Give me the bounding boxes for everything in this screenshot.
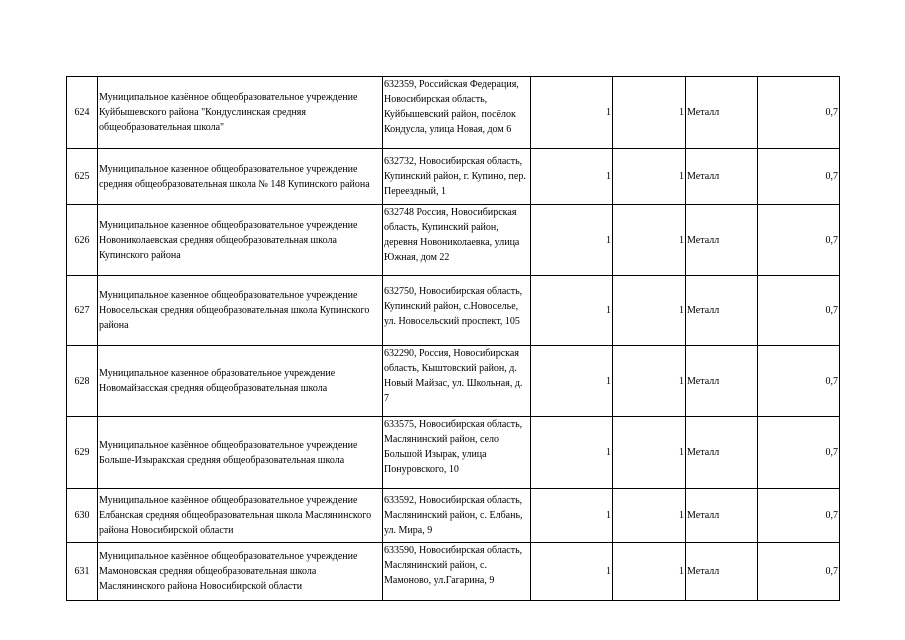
quantity-1: 1: [531, 346, 613, 417]
table-row: [67, 543, 840, 601]
row-number: 625: [67, 149, 98, 205]
institution-name: Муниципальное казённое общеобразовательное учреждение Куйбышевского района "Кондуслинская средняя общеобразовательная школа": [98, 77, 383, 149]
value: 0,7: [758, 77, 840, 149]
quantity-1: 1: [531, 77, 613, 149]
quantity-1: 1: [531, 276, 613, 346]
material: Металл: [686, 276, 758, 346]
institution-address: [383, 276, 531, 346]
quantity-2: 1: [613, 543, 686, 601]
quantity-2: 1: [613, 489, 686, 543]
quantity-2: 1: [613, 276, 686, 346]
institution-name: Муниципальное казенное общеобразовательное учреждение Новосельская средняя общеобразовательная школа Купинского района: [98, 276, 383, 346]
institution-address: [383, 346, 531, 417]
address-text: 633575, Новосибирская область, Маслянинский район, село Большой Изырак, улица Понуровского, 10: [384, 419, 523, 475]
material: Металл: [686, 77, 758, 149]
quantity-1: 1: [531, 417, 613, 489]
institution-name: Муниципальное казённое общеобразовательное учреждение Мамоновская средняя общеобразовательная школа Маслянинского района Новосибирской области: [98, 543, 383, 601]
institution-name: Муниципальное казенное общеобразовательное учреждение Новониколаевская средняя общеобразовательная школа Купинского района: [98, 205, 383, 276]
value: 0,7: [758, 346, 840, 417]
material: Металл: [686, 205, 758, 276]
row-number: 631: [67, 543, 98, 601]
value: 0,7: [758, 489, 840, 543]
address-text: 632750, Новосибирская область, Купинский район, с.Новоселье, ул. Новосельский проспект, 105: [384, 285, 523, 327]
row-number: 628: [67, 346, 98, 417]
institution-name: Муниципальное казённое общеобразовательное учреждение Больше-Изыракская средняя общеобразовательная школа: [98, 417, 383, 489]
institution-address: [383, 417, 531, 489]
table-row: [67, 346, 840, 417]
row-number: 629: [67, 417, 98, 489]
table-row: [67, 205, 840, 276]
table-row: [67, 77, 840, 149]
institution-address: [383, 149, 531, 205]
table-row: [67, 489, 840, 543]
institution-address: [383, 77, 531, 149]
quantity-2: 1: [613, 346, 686, 417]
institution-address: [383, 489, 531, 543]
material: Металл: [686, 489, 758, 543]
institution-address: [383, 543, 531, 601]
quantity-1: 1: [531, 149, 613, 205]
address-text: 633590, Новосибирская область, Маслянинский район, с. Мамоново, ул.Гагарина, 9: [384, 545, 523, 586]
address-text: 632359, Российская Федерация, Новосибирская область, Куйбышевский район, посёлок Кондусла, улица Новая, дом 6: [384, 79, 519, 135]
quantity-1: 1: [531, 489, 613, 543]
institution-address: [383, 205, 531, 276]
material: Металл: [686, 346, 758, 417]
row-number: 626: [67, 205, 98, 276]
address-text: 632732, Новосибирская область, Купинский район, г. Купино, пер. Переездный, 1: [384, 156, 526, 197]
registry-table: [66, 76, 840, 601]
material: Металл: [686, 149, 758, 205]
quantity-1: 1: [531, 543, 613, 601]
quantity-2: 1: [613, 205, 686, 276]
value: 0,7: [758, 543, 840, 601]
table-row: [67, 276, 840, 346]
quantity-1: 1: [531, 205, 613, 276]
address-text: 633592, Новосибирская область, Маслянинский район, с. Елбань, ул. Мира, 9: [384, 495, 523, 536]
value: 0,7: [758, 149, 840, 205]
quantity-2: 1: [613, 149, 686, 205]
material: Металл: [686, 417, 758, 489]
row-number: 624: [67, 77, 98, 149]
row-number: 627: [67, 276, 98, 346]
institution-name: Муниципальное казённое общеобразовательное учреждение Елбанская средняя общеобразовательная школа Маслянинского района Новосибирской области: [98, 489, 383, 543]
value: 0,7: [758, 205, 840, 276]
value: 0,7: [758, 276, 840, 346]
address-text: 632748 Россия, Новосибирская область, Купинский район, деревня Новониколаевка, улица Южная, дом 22: [384, 207, 520, 263]
table-row: [67, 417, 840, 489]
institution-name: Муниципальное казенное образовательное учреждение Новомайзасская средняя общеобразовательная школа: [98, 346, 383, 417]
table-row: [67, 149, 840, 205]
institution-name: Муниципальное казенное общеобразовательное учреждение средняя общеобразовательная школа № 148 Купинского района: [98, 149, 383, 205]
row-number: 630: [67, 489, 98, 543]
address-text: 632290, Россия, Новосибирская область, Кыштовский район, д. Новый Майзас, ул. Школьная, д. 7: [384, 348, 523, 404]
value: 0,7: [758, 417, 840, 489]
quantity-2: 1: [613, 417, 686, 489]
material: Металл: [686, 543, 758, 601]
quantity-2: 1: [613, 77, 686, 149]
